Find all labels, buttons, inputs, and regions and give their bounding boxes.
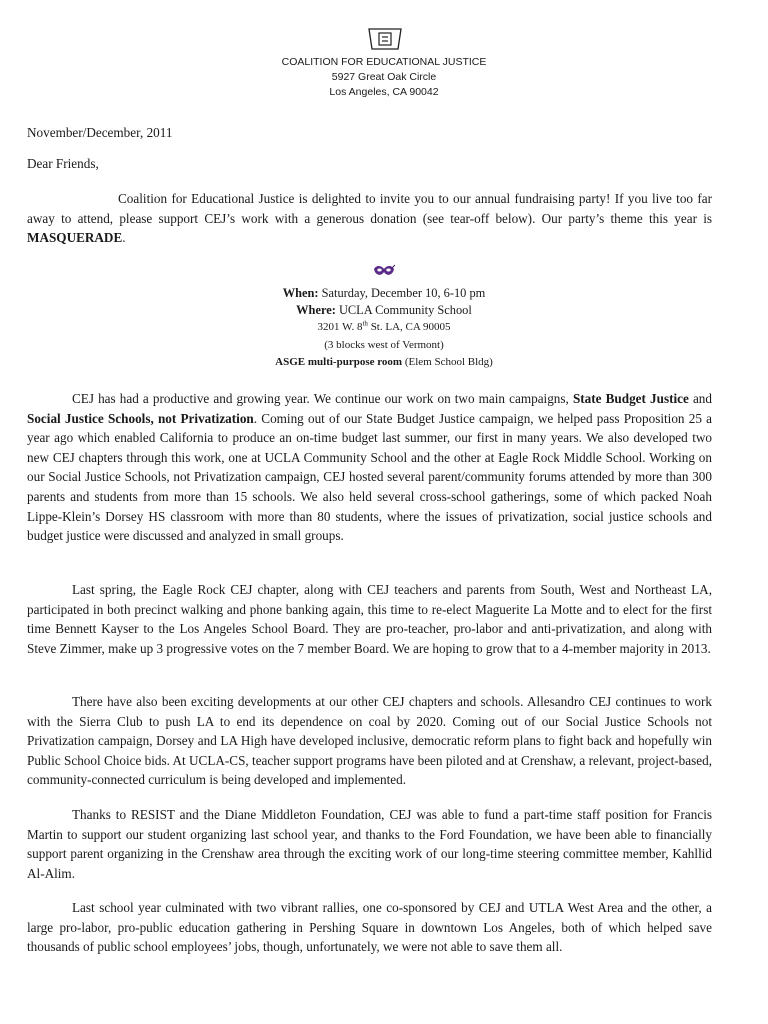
- where-label: Where:: [296, 303, 336, 318]
- room-value: (Elem School Bldg): [404, 355, 493, 368]
- event-directions: (3 blocks west of Vermont): [324, 338, 444, 351]
- paragraph-developments: [27, 692, 712, 790]
- where-value: UCLA Community School: [338, 303, 472, 318]
- paragraph-progress: [27, 389, 712, 546]
- intro-paragraph: [27, 189, 712, 248]
- paragraph-rallies: [27, 898, 712, 957]
- address-street: 3201 W. 8: [317, 321, 363, 334]
- room-label: ASGE multi-purpose room: [275, 355, 403, 368]
- greeting: Dear Friends,: [27, 156, 99, 171]
- address-ordinal: th: [362, 319, 368, 328]
- p1-text-a: CEJ has had a productive and growing year. We continue our work on two main campaigns,: [72, 391, 573, 406]
- event-details: [0, 285, 768, 371]
- p2-text: Last spring, the Eagle Rock CEJ chapter, along with CEJ teachers and parents from South, West and Northeast LA, participated in both precinct walking and phone banking again, this time to re-elect Maguerite La Motte and to elect for the first time Bennett Kayser to the Los Angeles School Board. They are pro-teacher, pro-labor and anti-privatization, and along with Steve Zimmer, make up 3 progressive votes on the 7 member Board. We are hoping to grow that to a 4-member majority in 2013.: [27, 582, 712, 656]
- paragraph-funding: [27, 805, 712, 883]
- when-value: Saturday, December 10, 6-10 pm: [321, 286, 486, 300]
- campaign-budget: State Budget Justice: [572, 391, 689, 406]
- event-address: [0, 319, 768, 336]
- p3-text: There have also been exciting developments at our other CEJ chapters and schools. Allesandro CEJ continues to work with the Sierra Club to push LA to end its dependence on coal by 2020. Coming out of our Social Justice Schools not Privatization campaign, Dorsey and LA High have developed inclusive, democratic reform plans to fight back and hopefully win Public School Choice bids. At UCLA-CS, teacher support programs have been piloted and at Crenshaw, a relevant, project-based, community-connected curriculum is being developed and implemented.: [27, 694, 712, 788]
- p4-text: Thanks to RESIST and the Diane Middleton Foundation, CEJ was able to fund a part-time staff position for Francis Martin to support our student organizing last school year, and thanks to the Ford Foundation, we have been able to financially support parent organizing in the Crenshaw area through the exciting work of our long-time steering committee member, Kahllid Al-Alim.: [27, 807, 712, 881]
- campaign-schools: Social Justice Schools, not Privatization: [27, 410, 254, 426]
- masquerade-mask-icon: [372, 263, 396, 279]
- org-name: COALITION FOR EDUCATIONAL JUSTICE: [281, 56, 487, 68]
- org-street: 5927 Great Oak Circle: [331, 71, 437, 83]
- address-city: St. LA, CA 90005: [367, 321, 451, 334]
- letterhead: [0, 55, 768, 100]
- intro-end: .: [122, 230, 126, 246]
- cej-logo-icon: [365, 27, 405, 51]
- paragraph-election: [27, 580, 712, 658]
- p1-text-d: . Coming out of our State Budget Justice campaign, we helped pass Proposition 25 a year ago which enabled California to produce an on-time budget last summer, our first in many years. We also developed two new CEJ chapters through this work, one at UCLA Community School and the other at Eagle Rock Middle School. Working on our Social Justice Schools, not Privatization campaign, CEJ hosted several parent/community forums attended by more than 300 parents and students from more than 15 schools. We also held several cross-school gatherings, some of which packed Noah Lippe-Klein’s Dorsey HS classroom with more than 80 students, where the issues of privatization, social justice schools and budget justice were discussed and analyzed in small groups.: [27, 410, 712, 544]
- intro-text: Coalition for Educational Justice is delighted to invite you to our annual fundraising party! If you live too far away to attend, please support CEJ’s work with a generous donation (see tear-off below). Our party’s theme this year is: [27, 191, 712, 226]
- party-theme: MASQUERADE: [27, 230, 123, 246]
- org-city: Los Angeles, CA 90042: [329, 86, 439, 98]
- when-label: When:: [282, 286, 319, 300]
- p1-text-c: and: [688, 391, 712, 406]
- letter-date: November/December, 2011: [27, 125, 173, 140]
- p5-text: Last school year culminated with two vibrant rallies, one co-sponsored by CEJ and UTLA West Area and the other, a large pro-labor, pro-public education gathering in Pershing Square in downtown Los Angeles, both of which helped save thousands of public school employees’ jobs, though, unfortunately, we were not able to save them all.: [27, 900, 712, 955]
